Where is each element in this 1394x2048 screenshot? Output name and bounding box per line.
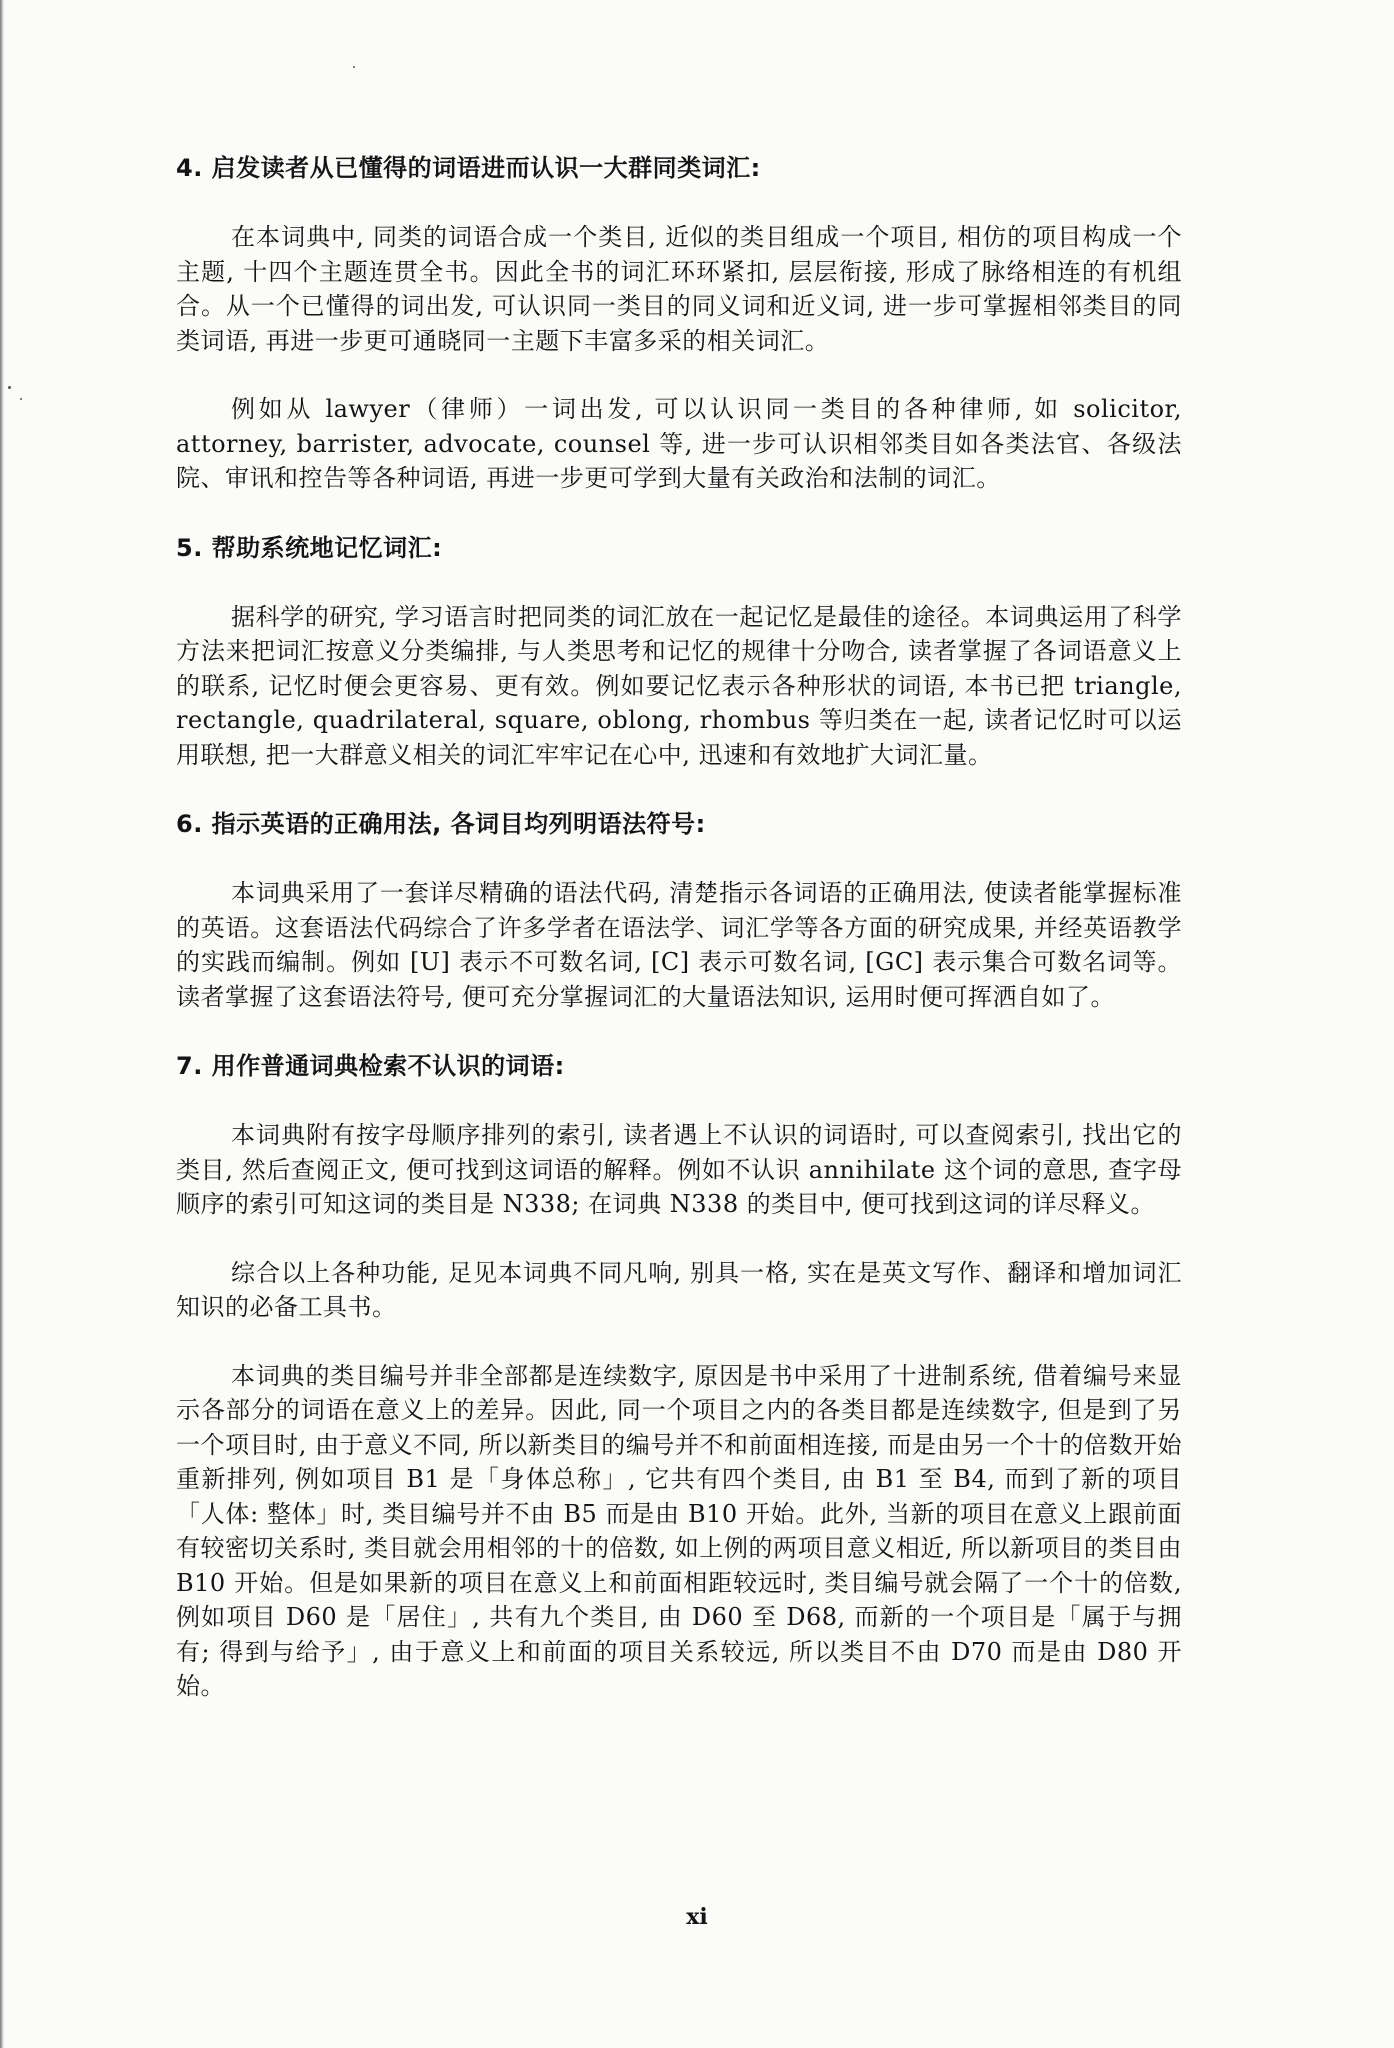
section-5-heading: 5. 帮助系统地记忆词汇: <box>176 533 443 562</box>
document-body <box>176 150 1182 1704</box>
scan-speck <box>8 386 11 389</box>
section-7-paragraph-1: 本词典附有按字母顺序排列的索引, 读者遇上不认识的词语时, 可以查阅索引, 找出它的类目, 然后查阅正文, 便可找到这词语的解释。例如不认识 annihilate 这个词的意思, 查字母顺序的索引可知这词的类目是 N338; 在词典 N338 的类目中, 便可找到这词的详尽释义。 <box>176 1121 1182 1218</box>
section-4-heading: 4. 启发读者从已懂得的词语进而认识一大群同类词汇: <box>176 154 761 182</box>
section-4-paragraph-1: 在本词典中, 同类的词语合成一个类目, 近似的类目组成一个项目, 相仿的项目构成一个主题, 十四个主题连贯全书。因此全书的词汇环环紧扣, 层层衔接, 形成了脉络相连的有机组合。从一个已懂得的词出发, 可认识同一类目的同义词和近义词, 进一步可掌握相邻类目的同类词语, 再进一步更可通晓同一主题下丰富多采的相关词汇。 <box>176 223 1182 355</box>
section-6-heading: 6. 指示英语的正确用法, 各词目均列明语法符号: <box>176 810 706 838</box>
section-6-paragraph-1: 本词典采用了一套详尽精确的语法代码, 清楚指示各词语的正确用法, 使读者能掌握标准的英语。这套语法代码综合了许多学者在语法学、词汇学等各方面的研究成果, 并经英语教学的实践而编制。例如 [U] 表示不可数名词, [C] 表示可数名词, [GC] 表示集合可数名词等。读者掌握了这套语法符号, 便可充分掌握词汇的大量语法知识, 运用时便可挥洒自如了。 <box>176 879 1182 1011</box>
numbering-note-paragraph: 本词典的类目编号并非全部都是连续数字, 原因是书中采用了十进制系统, 借着编号来显示各部分的词语在意义上的差异。因此, 同一个项目之内的各类目都是连续数字, 但是到了另一个项目时, 由于意义不同, 所以新类目的编号并不和前面相连接, 而是由另一个十的倍数开始重新排列, 例如项目 B1 是「身体总称」, 它共有四个类目, 由 B1 至 B4, 而到了新的项目「人体: 整体」时, 类目编号并不由 B5 而是由 B10 开始。此外, 当新的项目在意义上跟前面有较密切关系时, 类目就会用相邻的十的倍数, 如上例的两项目意义相近, 所以新项目的类目由 B10 开始。但是如果新的项目在意义上和前面相距较远时, 类目编号就会隔了一个十的倍数, 例如项目 D60 是「居住」, 共有九个类目, 由 D60 至 D68, 而新的一个项目是「属于与拥有; 得到与给予」, 由于意义上和前面的项目关系较远, 所以类目不由 D70 而是由 D80 开始。 <box>176 1361 1182 1700</box>
section-7-heading: 7. 用作普通词典检索不认识的词语: <box>176 1052 565 1080</box>
summary-paragraph: 综合以上各种功能, 足见本词典不同凡响, 别具一格, 实在是英文写作、翻译和增加词汇知识的必备工具书。 <box>176 1258 1182 1321</box>
page-number: xi <box>686 1904 708 1930</box>
section-4-paragraph-2: 例如从 lawyer（律师）一词出发, 可以认识同一类目的各种律师, 如 solicitor, attorney, barrister, advocate, counsel 等, 进一步可认识相邻类目如各类法官、各级法院、审讯和控告等各种词语, 再进一步更可学到大量有关政治和法制的词汇。 <box>176 395 1182 492</box>
scan-edge-shadow <box>0 0 4 2048</box>
scan-speck <box>20 398 22 400</box>
scan-speck <box>353 66 355 68</box>
section-5-paragraph-1: 据科学的研究, 学习语言时把同类的词汇放在一起记忆是最佳的途径。本词典运用了科学方法来把词汇按意义分类编排, 与人类思考和记忆的规律十分吻合, 读者掌握了各词语意义上的联系, 记忆时便会更容易、更有效。例如要记忆表示各种形状的词语, 本书已把 triangle, rectangle, quadrilateral, square, oblong, rhombus 等归类在一起, 读者记忆时可以运用联想, 把一大群意义相关的词汇牢牢记在心中, 迅速和有效地扩大词汇量。 <box>176 602 1182 769</box>
